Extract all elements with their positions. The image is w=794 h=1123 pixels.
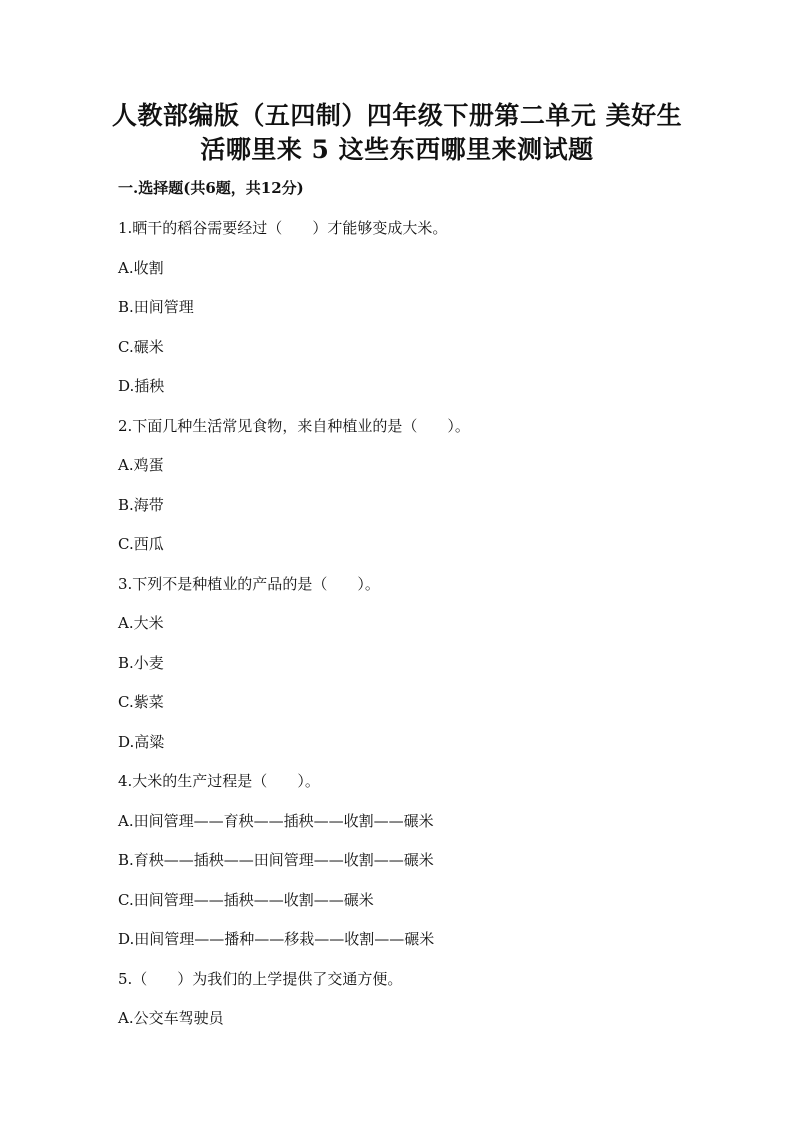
- option-3d: D.高粱: [118, 733, 165, 751]
- question-5: 5.（ ）为我们的上学提供了交通方便。: [118, 970, 403, 988]
- section-heading: 一.选择题(共6题，共12分): [118, 179, 304, 197]
- option-2b: B.海带: [118, 496, 164, 514]
- option-1c: C.碾米: [118, 338, 164, 356]
- option-4a: A.田间管理——育秧——插秧——收割——碾米: [118, 812, 434, 830]
- option-4d: D.田间管理——播种——移栽——收割——碾米: [118, 930, 435, 948]
- option-3c: C.紫菜: [118, 693, 164, 711]
- option-3a: A.大米: [118, 614, 164, 632]
- doc-title-line1: 人教部编版（五四制）四年级下册第二单元 美好生: [111, 101, 683, 130]
- doc-title-line2: 活哪里来 5 这些东西哪里来测试题: [200, 135, 594, 164]
- option-2c: C.西瓜: [118, 535, 164, 553]
- option-1a: A.收割: [118, 259, 164, 277]
- option-3b: B.小麦: [118, 654, 164, 672]
- question-1: 1.晒干的稻谷需要经过（ ）才能够变成大米。: [118, 219, 448, 237]
- option-1b: B.田间管理: [118, 298, 194, 316]
- option-4c: C.田间管理——插秧——收割——碾米: [118, 891, 374, 909]
- option-4b: B.育秧——插秧——田间管理——收割——碾米: [118, 851, 434, 869]
- question-4: 4.大米的生产过程是（ ）。: [118, 772, 320, 790]
- option-1d: D.插秧: [118, 377, 165, 395]
- option-2a: A.鸡蛋: [118, 456, 164, 474]
- question-2: 2.下面几种生活常见食物，来自种植业的是（ ）。: [118, 417, 470, 435]
- option-5a: A.公交车驾驶员: [118, 1009, 224, 1027]
- question-3: 3.下列不是种植业的产品的是（ ）。: [118, 575, 380, 593]
